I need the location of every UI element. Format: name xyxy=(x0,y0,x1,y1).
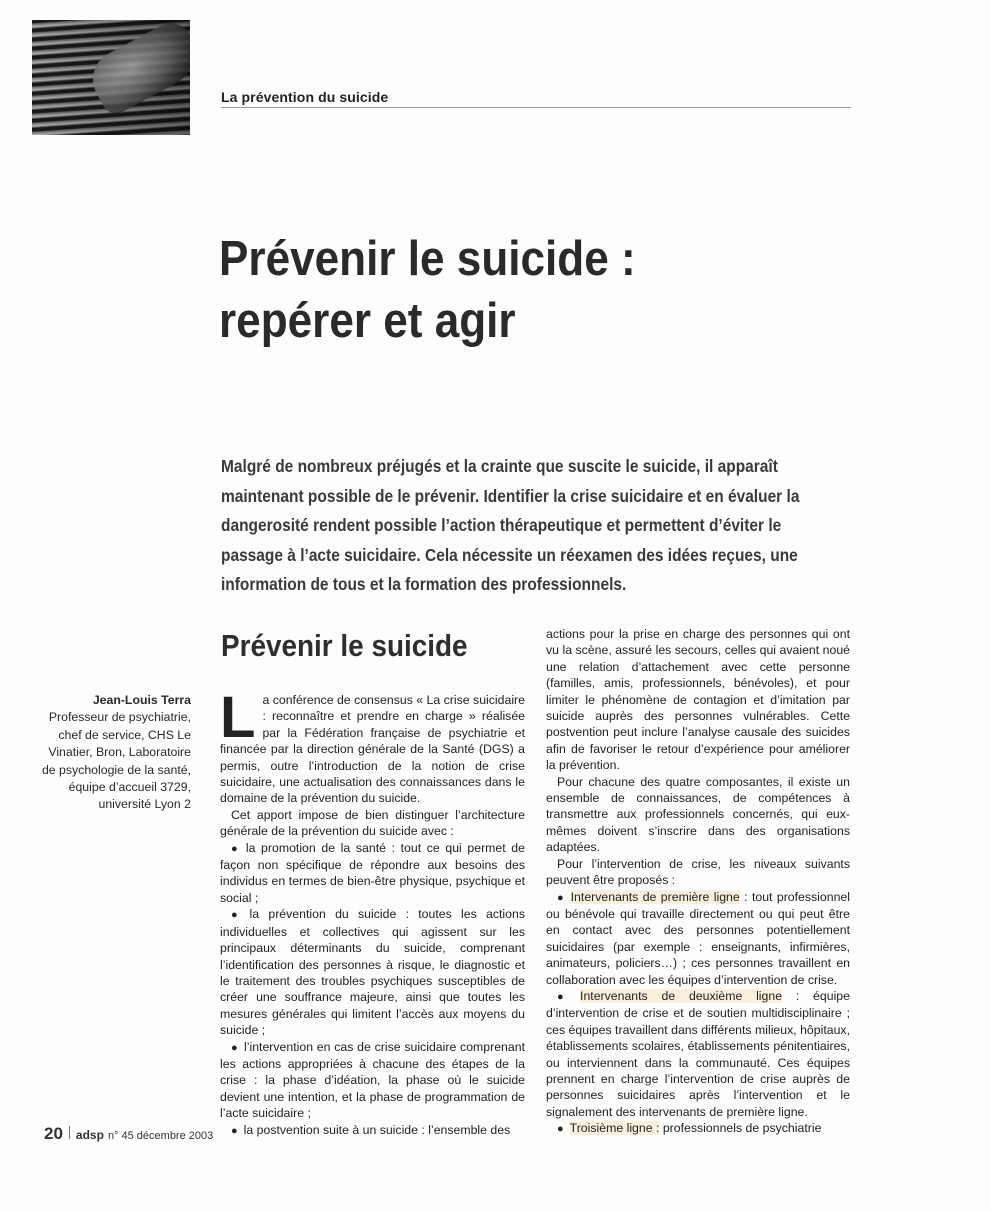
section-subtitle: Prévenir le suicide xyxy=(221,628,468,663)
bullet-icon: ● xyxy=(231,1124,238,1137)
components-paragraph: Pour chacune des quatre composantes, il existe un ensemble de connaissances, de compétences à transmettre aux professionnels concernés, qui eux-mêmes doivent s’inscrire dans des organisations adaptées. xyxy=(546,774,850,855)
header-rule xyxy=(221,107,851,108)
author-block xyxy=(40,692,191,814)
title-line-1: Prévenir le suicide : xyxy=(219,232,636,286)
bullet-icon: ● xyxy=(557,990,575,1003)
list-item: ● la promotion de la santé : tout ce qui permet de façon non spécifique de répondre aux besoins des individus en termes de bien-être physique, psychique et social ; xyxy=(220,840,525,905)
page-footer xyxy=(44,1124,213,1144)
header-photo xyxy=(32,20,190,135)
levels-intro: Pour l’intervention de crise, les niveaux suivants peuvent être proposés : xyxy=(546,856,850,888)
magazine-name: adsp xyxy=(75,1128,104,1142)
bullet-icon: ● xyxy=(231,1041,238,1054)
list-item: ● Troisième ligne : professionnels de psychiatrie xyxy=(557,1121,822,1136)
body-column-right xyxy=(546,626,850,1138)
bullet-icon: ● xyxy=(231,909,244,922)
title-line-2: repérer et agir xyxy=(219,294,516,348)
issue-info: n° 45 décembre 2003 xyxy=(107,1130,214,1142)
bullet-icon: ● xyxy=(231,842,240,855)
author-affiliation: Professeur de psychiatrie, chef de service, CHS Le Vinatier, Bron, Laboratoire de psychologie de la santé, équipe d’accueil 3729, université Lyon 2 xyxy=(41,710,191,812)
page-number: 20 xyxy=(44,1124,63,1143)
level-2-label: Intervenants de deuxième ligne xyxy=(580,988,783,1003)
list-item: ● Intervenants de deuxième ligne : équipe d’intervention de crise et de soutien multidisciplinaire ; ces équipes travaillent dans différents milieux, hôpitaux, établissements scolaires, établissements pénitentiaires, ou interviennent dans la communauté. Ces équipes prennent en charge l’intervention de crise auprès de personnes suicidaires après l’intervention et le signalement des intervenants de première ligne. xyxy=(546,988,850,1119)
postvention-continuation: actions pour la prise en charge des personnes qui ont vu la scène, assuré les secours, celles qui avaient noué une relation d’attachement avec cette personne (familles, amis, professionnels, bénévoles), et pour limiter le phénomène de contagion et d’imitation par suicide auprès des personnes vulnérables. Cette postvention peut inclure l’analyse causale des suicides afin de favoriser le retour d’expérience pour améliorer la prévention. xyxy=(546,627,850,773)
intro-text: a conférence de consensus « La crise suicidaire : reconnaître et prendre en charge » réalisée par la Fédération française de psychiatrie et financée par la direction générale de la Santé (DGS) a permis, outre l’introduction de la notion de crise suicidaire, une actualisation des connaissances dans le domaine de la prévention du suicide. xyxy=(220,693,525,806)
lead-paragraph: Malgré de nombreux préjugés et la crainte que suscite le suicide, il apparaît maintenant possible de le prévenir. Identifier la crise suicidaire et en évaluer la dangerosité rendent possible l’action thérapeutique et permettent d’éviter le passage à l’acte suicidaire. Cela nécessite un réexamen des idées reçues, une information de tous et la formation des professionnels. xyxy=(221,456,800,594)
list-item: ● la prévention du suicide : toutes les actions individuelles et collectives qui agissent sur les principaux déterminants du suicide, comprenant l’identification des personnes à risque, le diagnostic et le traitement des troubles psychiques susceptibles de créer une souffrance majeure, ainsi que toutes les mesures générales qui limitent l’accès aux moyens du suicide ; xyxy=(220,907,525,1038)
list-item: ● l’intervention en cas de crise suicidaire comprenant les actions appropriées à chacune des étapes de la crise : la phase d’idéation, la phase où le suicide devient une intention, et la phase de programmation de l’acte suicidaire ; xyxy=(220,1039,525,1121)
body-column-left xyxy=(220,685,525,1139)
author-name: Jean-Louis Terra xyxy=(92,693,191,707)
list-item: ● Intervenants de première ligne : tout professionnel ou bénévole qui travaille directement ou qui peut être en contact avec des personnes potentiellement suicidaires (par exemple : enseignants, infirmières, animateurs, policiers…) ; ces personnes travaillent en collaboration avec les équipes d’intervention de crise. xyxy=(546,889,851,987)
footer-divider xyxy=(69,1126,70,1139)
intro-paragraph xyxy=(220,685,525,807)
article-title xyxy=(219,228,795,352)
list-item: ● la postvention suite à un suicide : l’ensemble des xyxy=(231,1122,511,1137)
section-label: La prévention du suicide xyxy=(221,89,389,105)
bullet-icon: ● xyxy=(557,891,565,904)
bullet-icon: ● xyxy=(557,1123,564,1136)
level-1-label: Intervenants de première ligne xyxy=(570,889,740,904)
level-3-label: Troisième ligne : xyxy=(569,1121,660,1136)
drop-cap: L xyxy=(220,685,256,750)
architecture-paragraph: Cet apport impose de bien distinguer l’architecture générale de la prévention du suicide avec : xyxy=(220,807,525,839)
